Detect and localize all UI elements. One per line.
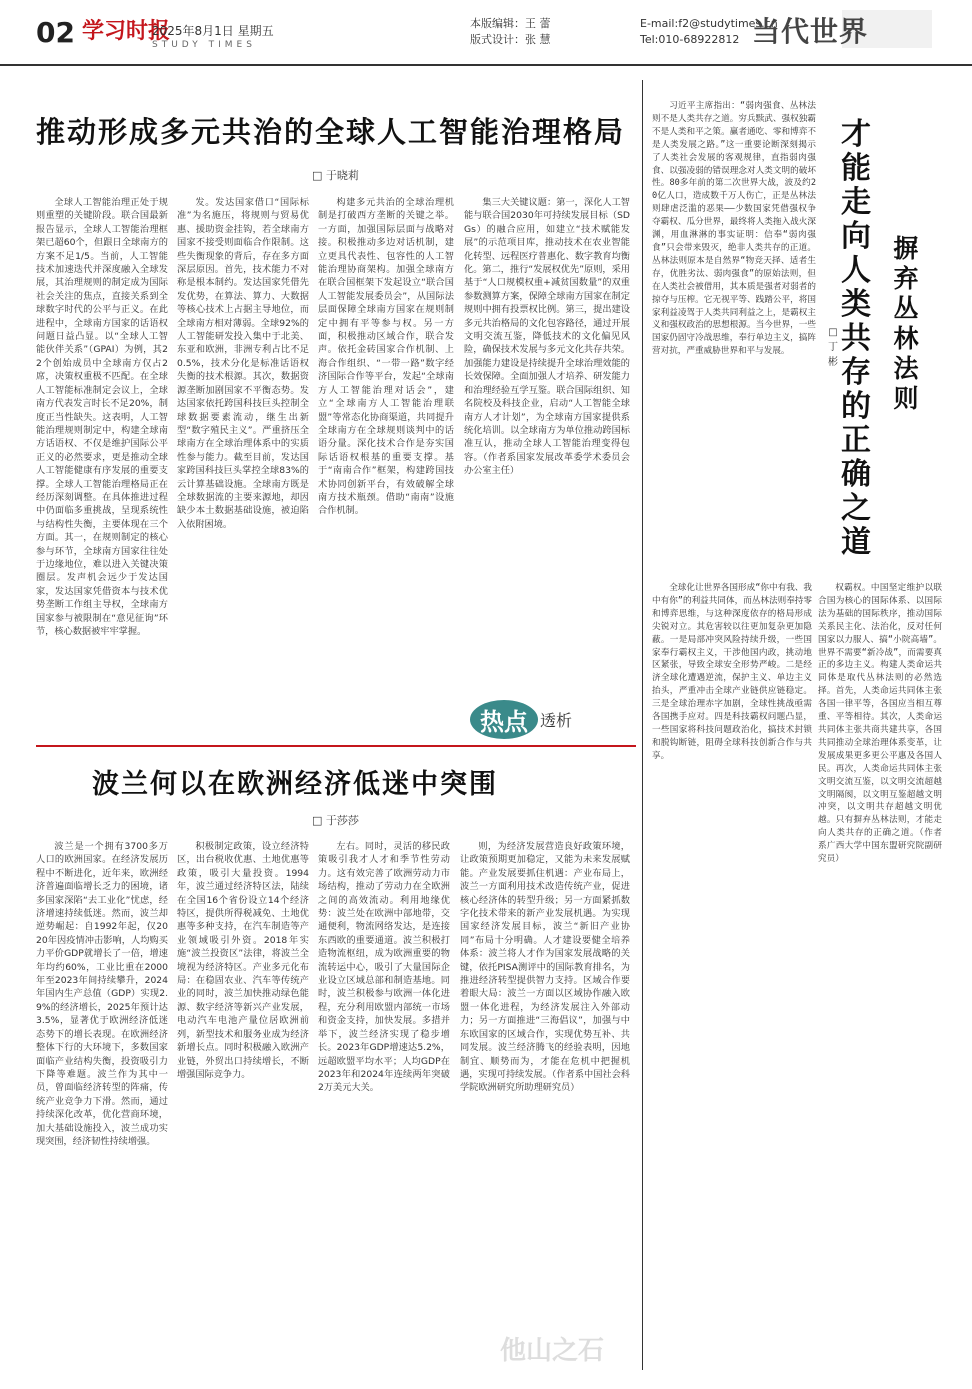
article3-column-lower-right: 权霸权。中国坚定维护以联合国为核心的国际体系、以国际法为基础的国际秩序，推动国际关系民主化、法治化，反对任何国家以力服人、搞“小院高墙”。世界不需要“新冷战”，而需要真正的多边主义。构建人类命运共同体是取代丛林法则的必然选择。首先，人类命运共同体主张各国一律平等，各国应当相互尊重、平等相待。其次，人类命运共同体主张共商共建共享，各国共同推动全球治理体系变革，让发展成果更多更公平惠及各国人民。再次，人类命运共同体主张文明交流互鉴，以文明交流超越文明隔阂，以文明互鉴超越文明冲突，以文明共存超越文明优越。只有摒弃丛林法则，才能走向人类共存的正确之道。（作者系广西大学中国东盟研究院副研究员） [818,583,942,865]
article3-column-lower-left: 全球化让世界各国形成“你中有我、我中有你”的利益共同体，而丛林法则奉持零和博弈思维，与这种深度依存的格局形成尖锐对立。其危害较以往更加复杂更加隐蔽。一是局部冲突风险持续升级，一些国家奉行霸权主义，干涉他国内政，挑动地区紧张，导致全球安全形势严峻。二是经济全球化遭遇逆流，保护主义、单边主义抬头，严重冲击全球产业链供应链稳定。三是全球治理赤字加剧，全球性挑战亟需各国携手应对。四是科技霸权问题凸显，一些国家将科技问题政治化，搞技术封锁和脱钩断链，阻碍全球科技创新合作与共享。 [652,583,812,761]
page-number: 02 [36,16,75,49]
telephone: Tel:010-68922812 [640,33,740,46]
newspaper-english-name: STUDY TIMES [152,40,256,50]
article1-column-2: 发。发达国家借口“国际标准”为名施压，将规则与贸易优惠、援助资金挂钩，若全球南方国家不接受则面临合作限制。这些失衡现象的背后，存在多方面深层原因。首先，技术能力不对称是根本制约。发达国家凭借先发优势，在算法、算力、大数据等核心技术上占据主导地位，而全球南方相对薄弱。全球92%的人工智能研发投入集中于北美、东亚和欧洲，非洲专利占比不足0.5%，技术分化是标准话语权失衡的技术根源。其次，数据资源垄断加剧国家不平衡态势。发达国家依托跨国科技巨头控制全球数据要素流动，继生出新型“数字殖民主义”。严重挤压全球南方在全球治理体系中的实质性参与能力。截至目前，发达国家跨国科技巨头掌控全球83%的云计算基础设施。全球南方既是全球数据流的主要来源地，却因缺少本土数据基础设施，被迫陷入依附困境。 [177,197,309,530]
issue-date: 2025年8月1日 星期五 [152,24,274,38]
article2-column-2: 积极制定政策，设立经济特区，出台税收优惠、土地优惠等政策，吸引大量投资。1994年，波兰通过经济特区法，陆续在全国16个省份设立14个经济特区，提供所得税减免、土地优惠等多种支持，在汽车制造等产业领域吸引外资。2018年实施“波兰投资区”法律，将波兰全境视为经济特区。产业多元化布局：在稳固农业、汽车等传统产业的同时，波兰加快推动绿色能源、数字经济等新兴产业发展，电动汽车电池产量位居欧洲前列，新型技术和服务业成为经济新增长点。同时积极融入欧洲产业链，外贸出口持续增长，不断增强国际竞争力。 [177,841,309,1080]
article1-column-4: 集三大关键议题：第一，深化人工智能与联合国2030年可持续发展目标（SDGs）的融合应用，如建立“技术赋能发展”的示范项目库，推动技术在农业智能化转型、远程医疗普惠化、数字教育均衡化。第二，推行“发展权优先”原则，采用基于“人口规模权重+减贫国数量”的双重参数测算方案，保障全球南方国家在制定规则中拥有投票权比例。第三，提出建设多元共治格局的文化包容路径，通过开展文明交流互鉴，降低技术的文化偏见风险，确保技术发展与多元文化共存共荣。加强能力建设是持续提升全球治理效能的长效保障。全面加强人才培养、研发能力和治理经验互学互鉴。联合国际组织、知名院校及科技企业，启动“人工智能全球南方人才计划”，为全球南方国家提供系统化培训。以全球南方为单位推动跨国标准互认，推动全球人工智能治理变得包容。（作者系国家发展改革委学术委员会办公室主任） [464,197,630,477]
newspaper-logo: 学习时报 [82,19,171,44]
section-title: 当代世界 [752,15,869,48]
designer-line: 版式设计：张 慧 [470,33,551,46]
section-divider [36,745,636,747]
article2-column-1: 波兰是一个拥有3700多万人口的欧洲国家。在经济发展历程中不断进化，近年来，欧洲经济普遍面临增长乏力的困境，诸多国家深陷“去工业化”忧虑，经济增速持续低迷。然而，波兰却逆势崛起：自1992年起，仅2020年因疫情冲击影响，人均购买力平价GDP就增长了一倍，增速年均约60%，工业比重在2000年至2023年间持续攀升，2024年国内生产总值（GDP）实现2.9%的经济增长，2025年预计达3.5%，显著优于欧洲经济低迷态势下的增长表现。在欧洲经济整体下行的大环境下，多数国家面临产业结构失衡，投资吸引力下降等难题。波兰作为其中一员，曾面临经济转型的阵痛，传统产业竞争力下滑。然而，通过持续深化改革，优化营商环境，加大基础设施投入，波兰成功实现突围，经济韧性持续增强。 [36,841,168,1147]
editor-info [470,16,551,48]
hot-topic-label: 透析 [540,711,573,730]
watermark-text: 他山之石 [500,1336,605,1366]
article1-author: □ 于晓莉 [312,169,359,182]
article1-column-1: 全球人工智能治理正处于规则重塑的关键阶段。联合国最新报告显示，全球人工智能治理框架已超60个，但跟日全球南方的方案不足1/5。当前，人工智能技术加速迭代并深度融入全球发展，其治理规则的制定成为国际社会关注的焦点，直接关系到全球数字时代的公平与正义。在此进程中，全球南方国家的话语权问题日益凸显。以“全球人工智能伙伴关系”（GPAI）为例，其22个创始成员中全球南方仅占2席，决策权重极不匹配。在全球人工智能标准制定会议上，全球南方代表发言时长不足20%，制度正当性缺失。这表明，人工智能治理规则制定中，构建全球南方话语权、不仅是维护国际公平正义的必然要求，更是推动全球人工智能健康有序发展的重要支撑。全球人工智能治理格局正在经历深刻调整。在具体推进过程中仍面临多重挑战，呈现系统性与结构性失衡，主要体现在三个方面。其一，在规则制定的核心参与环节，全球南方国家往往处于边缘地位，难以进入关键决策圈层。发声机会远少于发达国家，发达国家凭借资本与技术优势垄断工作组主导权，全球南方国家参与被限制在“意见征询”环节，核心数据被牢牢掌握。 [36,197,168,637]
article3-author: □ 丁彬 [828,327,838,368]
column-divider [642,80,643,1370]
article1-title: 推动形成多元共治的全球人工智能治理格局 [36,115,626,149]
article2-column-3: 左右。同时，灵活的移民政策吸引我才人才和季节性劳动力。这有效完善了欧洲劳动力市场结构，推动了劳动力在全欧洲之间的高效流动。利用地缘优势：波兰处在欧洲中部地带，交通便利，物流网络发达，是连接东西欧的重要通道。波兰积极打造物流枢纽，成为欧洲重要的物流转运中心，吸引了大量国际企业设立区域总部和制造基地。同时，波兰积极参与欧洲一体化进程，充分利用欧盟内部统一市场和资金支持，加快发展。多措并举下，波兰经济实现了稳步增长。2023年GDP增速达5.2%，远超欧盟平均水平；人均GDP在2023年和2024年连续两年突破2万美元大关。 [318,841,450,1094]
article3-subtitle: 摒弃丛林法则 [893,234,919,413]
article3-title: 才能走向人类共存的正确之道 [841,117,871,560]
article3-column-upper: 习近平主席指出：“弱肉强食、丛林法则不是人类共存之道。穷兵黩武、强权独霸不是人类和平之策。赢者通吃、零和博弈不是人类发展之路。”这一重要论断深刻揭示了人类社会发展的客观规律，直指弱肉强食、以强凌弱的错误理念对人类文明的破坏性。80多年前的第二次世界大战，波及约20亿人口，造成数千万人伤亡，正是丛林法则肆虐泛滥的恶果——少数国家凭借强权争夺霸权、瓜分世界，最终将人类拖入战火深渊，用血淋淋的事实证明：信奉“弱肉强食”只会带来毁灭，绝非人类共存的正道。丛林法则原本是自然界“物竞天择、适者生存，优胜劣汰、弱肉强食”的原始法则，但在人类社会被借用，其本质是强者对弱者的掠夺与压榨。它无视平等、践踏公平，将国家利益凌驾于人类共同利益之上，是霸权主义和强权政治的思想根源。当今世界，一些国家仍固守冷战思维，奉行单边主义，搞阵营对抗，严重威胁世界和平与发展。 [652,101,816,357]
hot-topic-badge: 热点 [470,700,538,739]
email: E-mail:f2@studytimes.cn [640,17,778,30]
article2-author: □ 于莎莎 [312,814,359,827]
editor-line: 本版编辑：王 蕾 [470,17,551,30]
article2-title: 波兰何以在欧洲经济低迷中突围 [92,769,498,800]
article2-column-4: 则，为经济发展营造良好政策环境，让政策预期更加稳定，又能为未来发展赋能。产业发展要抓住机遇：产业布局上，波兰一方面利用技术改造传统产业，促进核心经济体的转型升级；另一方面紧抓数字化技术带来的新产业发展机遇。为实现国家经济发展目标，波兰“新旧产业协同”布局十分明确。人才建设要健全培养体系：波兰将人才作为国家发展战略的关键，依托PISA测评中的国际教育排名，为推进经济转型提供智力支持。区域合作要着眼大局：波兰一方面以区域协作融入欧盟一体化进程，为经济发展注入外部动力；另一方面推进“三海倡议”，加强与中东欧国家的区域合作，实现优势互补、共同发展。波兰经济腾飞的经验表明，因地制宜、顺势而为，才能在危机中把握机遇，实现可持续发展。（作者系中国社会科学院欧洲研究所助理研究员） [460,841,630,1094]
article1-column-3: 构建多元共治的全球治理机制是打破西方垄断的关键之举。一方面，加强国际层面与战略对接。积极推动多边对话机制，建立更具代表性、包容性的人工智能治理协商架构。加强全球南方在联合国框架下发起设立“联合国人工智能发展委员会”，从国际法层面保障全球南方国家在规则制定中拥有平等参与权。另一方面，积极推动区域合作，联合发声。依托金砖国家合作机制、上海合作组织、“一带一路”数字经济国际合作等平台，发起“全球南方人工智能治理对话会”，建立“全球南方人工智能治理联盟”等常态化协商渠道，共同提升全球南方在全球规则谈判中的话语分量。深化技术合作是夯实国际话语权根基的重要支撑。基于“南南合作”框架，构建跨国技术协同创新平台，有效破解全球南方技术瓶颈。借助“南南”设施合作机制。 [318,197,454,517]
